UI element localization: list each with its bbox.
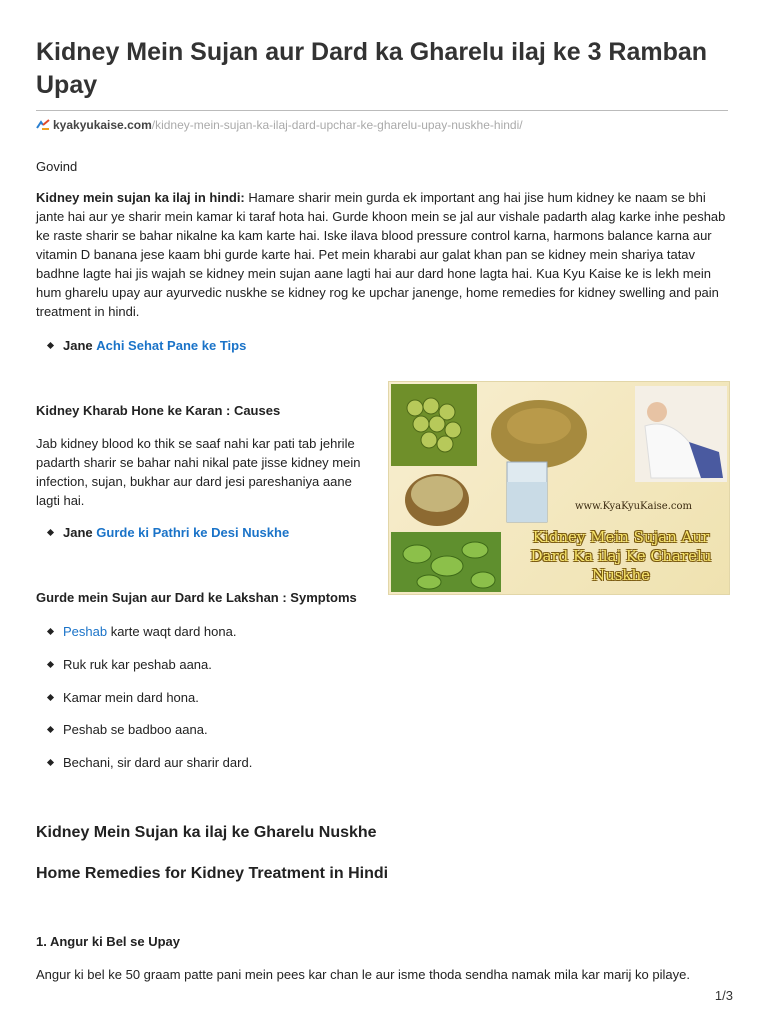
symptoms-heading: Gurde mein Sujan aur Dard ke Lakshan : Symptoms (36, 590, 357, 605)
bullet-prefix: Jane (63, 338, 93, 353)
bullet-icon (47, 628, 54, 635)
caption-line: Dard Ka ilaj Ke Gharelu (530, 547, 712, 565)
kidney-remedies-image (388, 381, 730, 595)
page-number: 1/3 (714, 988, 733, 1003)
source-url[interactable] (36, 117, 523, 133)
list-item (48, 523, 289, 542)
bullet-prefix: Jane (63, 525, 93, 540)
list-item (48, 753, 252, 772)
author-name: Govind (36, 159, 78, 174)
peshab-link[interactable]: Peshab (63, 624, 108, 639)
symptom-text: Peshab se badboo aana. (63, 722, 208, 737)
remedy-paragraph: Angur ki bel ke 50 graam patte pani mein pees kar chan le aur isme thoda sendha namak mila kar marij ko pilaye. (36, 967, 690, 982)
bullet-icon (47, 661, 54, 668)
list-item (48, 336, 246, 355)
remedy-heading: 1. Angur ki Bel se Upay (36, 934, 181, 949)
intro-lead: Kidney mein sujan ka ilaj in hindi: (36, 190, 245, 205)
causes-heading: Kidney Kharab Hone ke Karan : Causes (36, 403, 281, 418)
bullet-icon (47, 529, 54, 536)
source-domain[interactable]: kyakyukaise.com (53, 118, 152, 132)
bullet-icon (47, 726, 54, 733)
home-remedies-heading: Home Remedies for Kidney Treatment in Hindi (36, 865, 389, 882)
health-tips-link[interactable]: Achi Sehat Pane ke Tips (96, 338, 247, 353)
list-item (48, 720, 208, 739)
remedies-heading: Kidney Mein Sujan ka ilaj ke Gharelu Nuskhe (36, 824, 377, 841)
symptom-text: Kamar mein dard hona. (63, 690, 199, 705)
intro-text: Hamare sharir mein gurda ek important ang hai jise hum kidney ke naam se bhi jante hai aur ye sharir mein kamar ki taraf hota hai. Gurde khoon mein se jal aur vishale padarth alag karke inhe peshab ke raste sharir se bahar nikalne ka kam karte hai. Iske ilava blood pressure control karna, harmons balance karna aur vitamin D banana jese kaam bhi gurde karte hai. Pet mein kharabi aur galat khan pan se kidney mein shariya tatav badhne lagte hai jis wajah se kidney mein sujan aane lagti hai aur dard hone lagta hai. Kua Kyu Kaise ke is lekh mein hum gharelu upay aur ayurvedic nuskhe se kidney rog ke upchar janenge, home remedies for kidney swelling and pain treatment in hindi. (36, 190, 726, 319)
image-caption (511, 528, 730, 585)
list-item (48, 622, 236, 641)
symptom-text: Bechani, sir dard aur sharir dard. (63, 755, 253, 770)
symptom-text: Ruk ruk kar peshab aana. (63, 657, 212, 672)
bullet-icon (47, 759, 54, 766)
intro-paragraph (36, 188, 728, 321)
image-watermark-url: www.KyaKyuKaise.com (575, 501, 692, 512)
caption-line: Nuskhe (591, 566, 651, 584)
list-item (48, 655, 212, 674)
page-title: Kidney Mein Sujan aur Dard ka Gharelu ilaj ke 3 Ramban Upay (36, 38, 708, 99)
bullet-icon (47, 694, 54, 701)
caption-line: Kidney Mein Sujan Aur (532, 528, 710, 546)
symptom-text: karte waqt dard hona. (107, 624, 237, 639)
list-item (48, 688, 199, 707)
site-logo-icon (36, 119, 50, 131)
kidney-stone-link[interactable]: Gurde ki Pathri ke Desi Nuskhe (96, 525, 290, 540)
source-path[interactable]: /kidney-mein-sujan-ka-ilaj-dard-upchar-ke-gharelu-upay-nuskhe-hindi/ (151, 118, 523, 132)
title-divider (36, 110, 728, 111)
bullet-icon (47, 342, 54, 349)
causes-paragraph: Jab kidney blood ko thik se saaf nahi kar pati tab jehrile padarth sharir se bahar nahi nikal pate jisse kidney mein infection, sujan, bukhar aur dard jesi pareshaniya aane lagti hai. (36, 436, 361, 508)
